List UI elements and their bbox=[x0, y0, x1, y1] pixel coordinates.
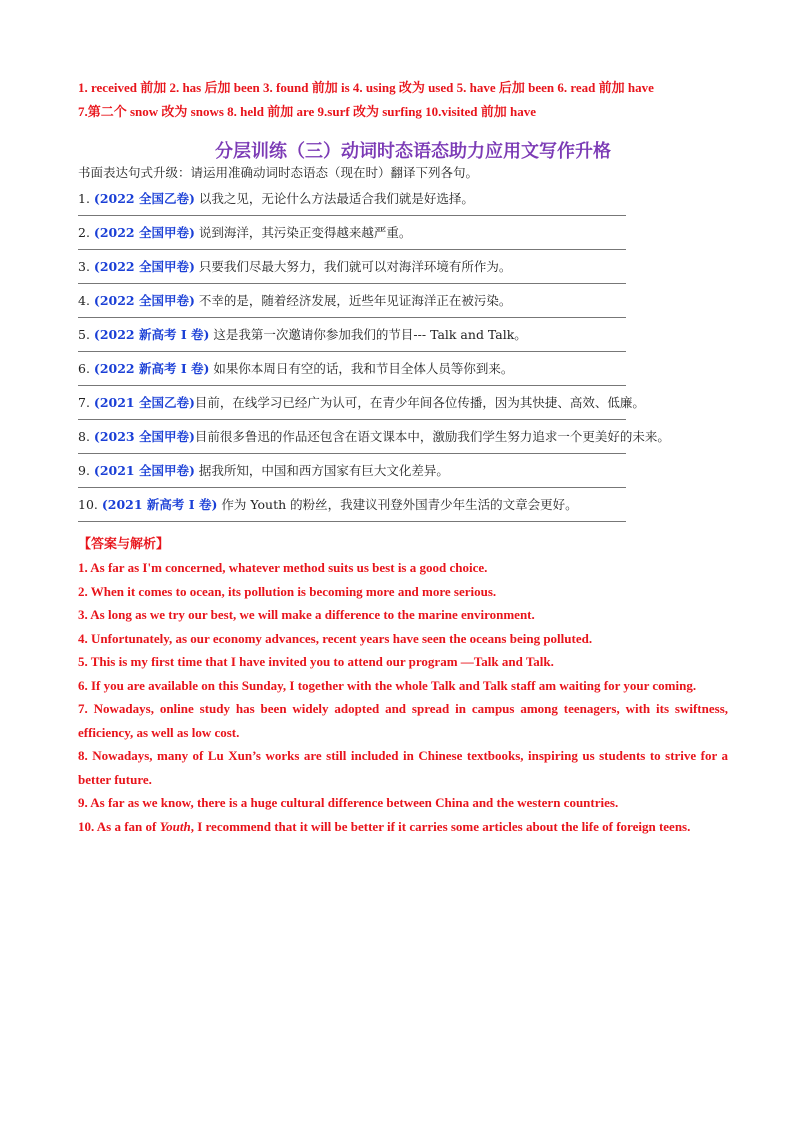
answer-item: 7. Nowadays, online study has been widely adopted and spread in campus among teenagers, with its swiftness, efficiency, as well as low cost. bbox=[78, 701, 728, 740]
answer-blank-line[interactable] bbox=[78, 317, 626, 318]
instruction-text: 书面表达句式升级：请运用准确动词时态语态（现在时）翻译下列各句。 bbox=[78, 165, 479, 180]
question-number: 1. bbox=[78, 191, 90, 206]
question-number: 2. bbox=[78, 225, 90, 240]
question-item bbox=[78, 393, 728, 420]
question-source: (2022 新高考 I 卷) bbox=[93, 361, 210, 376]
answer-10-before: 10. As a fan of bbox=[78, 818, 160, 834]
answer-blank-line[interactable] bbox=[78, 487, 626, 488]
question-source: (2022 全国甲卷) bbox=[93, 259, 195, 274]
answer-blank-line[interactable] bbox=[78, 453, 626, 454]
question-text: 以我之见，无论什么方法最适合我们就是好选择。 bbox=[194, 191, 474, 206]
answer-item: 1. As far as I'm concerned, whatever method suits us best is a good choice. bbox=[78, 560, 488, 575]
question-number: 4. bbox=[78, 293, 90, 308]
answer-item: 9. As far as we know, there is a huge cultural difference between China and the western countries. bbox=[78, 795, 619, 810]
answer-blank-line[interactable] bbox=[78, 283, 626, 284]
question-number: 5. bbox=[78, 327, 90, 342]
question-source: (2021 全国乙卷) bbox=[93, 395, 195, 410]
answer-10-title: Youth bbox=[159, 818, 191, 834]
question-number: 10. bbox=[78, 497, 98, 512]
answer-blank-line[interactable] bbox=[78, 419, 626, 420]
previous-answers bbox=[78, 76, 728, 124]
question-text: 目前，在线学习已经广为认可，在青少年间各位传播，因为其快捷、高效、低廉。 bbox=[194, 395, 645, 410]
question-source: (2022 新高考 I 卷) bbox=[93, 327, 210, 342]
section-title: 分层训练（三）动词时态语态助力应用文写作升格 bbox=[215, 141, 611, 162]
answer-item: 5. This is my first time that I have invited you to attend our program —Talk and Talk. bbox=[78, 654, 554, 669]
question-item bbox=[78, 427, 728, 454]
answer-heading: 【答案与解析】 bbox=[78, 537, 170, 552]
answer-blank-line[interactable] bbox=[78, 249, 626, 250]
question-number: 3. bbox=[78, 259, 90, 274]
question-text: 只要我们尽最大努力，我们就可以对海洋环境有所作为。 bbox=[194, 259, 512, 274]
previous-answers-line-2: 7.第二个 snow 改为 snows 8. held 前加 are 9.surf 改为 surfing 10.visited 前加 have bbox=[78, 104, 537, 119]
question-list bbox=[78, 189, 728, 522]
question-text: 这是我第一次邀请你参加我们的节目--- Talk and Talk。 bbox=[209, 327, 527, 342]
answer-item: 4. Unfortunately, as our economy advances, recent years have seen the oceans being polluted. bbox=[78, 630, 593, 646]
answer-list bbox=[78, 556, 728, 815]
question-text: 目前很多鲁迅的作品还包含在语文课本中，激励我们学生努力追求一个更美好的未来。 bbox=[194, 429, 670, 444]
question-item bbox=[78, 461, 728, 488]
question-source: (2021 全国甲卷) bbox=[93, 463, 195, 478]
question-text: 作为 Youth 的粉丝，我建议刊登外国青少年生活的文章会更好。 bbox=[217, 497, 578, 512]
question-item bbox=[78, 359, 728, 386]
question-number: 7. bbox=[78, 395, 90, 410]
question-text: 不幸的是，随着经济发展，近些年见证海洋正在被污染。 bbox=[194, 293, 512, 308]
answer-blank-line[interactable] bbox=[78, 385, 626, 386]
question-text: 如果你本周日有空的话，我和节目全体人员等你到来。 bbox=[209, 361, 514, 376]
question-source: (2022 全国甲卷) bbox=[93, 293, 195, 308]
previous-answers-line-1: 1. received 前加 2. has 后加 been 3. found 前加 is 4. using 改为 used 5. have 后加 been 6. read 前加 have bbox=[78, 80, 654, 95]
answer-item: 3. As long as we try our best, we will make a difference to the marine environment. bbox=[78, 607, 535, 622]
answer-blank-line[interactable] bbox=[78, 351, 626, 352]
question-source: (2021 新高考 I 卷) bbox=[101, 497, 218, 512]
document-page bbox=[78, 76, 728, 838]
question-item bbox=[78, 291, 728, 318]
question-item bbox=[78, 495, 728, 522]
question-number: 6. bbox=[78, 361, 90, 376]
answer-blank-line[interactable] bbox=[78, 521, 626, 522]
answer-item-10 bbox=[78, 815, 728, 839]
question-source: (2022 全国甲卷) bbox=[93, 225, 195, 240]
question-text: 据我所知，中国和西方国家有巨大文化差异。 bbox=[194, 463, 449, 478]
question-number: 8. bbox=[78, 429, 90, 444]
answer-item: 8. Nowadays, many of Lu Xun’s works are still included in Chinese textbooks, inspiring us students to strive for a better future. bbox=[78, 748, 728, 787]
question-text: 说到海洋，其污染正变得越来越严重。 bbox=[194, 225, 412, 240]
question-source: (2023 全国甲卷) bbox=[93, 429, 195, 444]
question-source: (2022 全国乙卷) bbox=[93, 191, 195, 206]
question-number: 9. bbox=[78, 463, 90, 478]
answer-item: 2. When it comes to ocean, its pollution is becoming more and more serious. bbox=[78, 583, 497, 599]
answer-item: 6. If you are available on this Sunday, I together with the whole Talk and Talk staff am waiting for your coming. bbox=[78, 677, 697, 693]
answer-blank-line[interactable] bbox=[78, 215, 626, 216]
question-item bbox=[78, 257, 728, 284]
question-item bbox=[78, 223, 728, 250]
answer-10-after: , I recommend that it will be better if it carries some articles about the life of foreign teens. bbox=[190, 818, 691, 834]
question-item bbox=[78, 189, 728, 216]
question-item bbox=[78, 325, 728, 352]
